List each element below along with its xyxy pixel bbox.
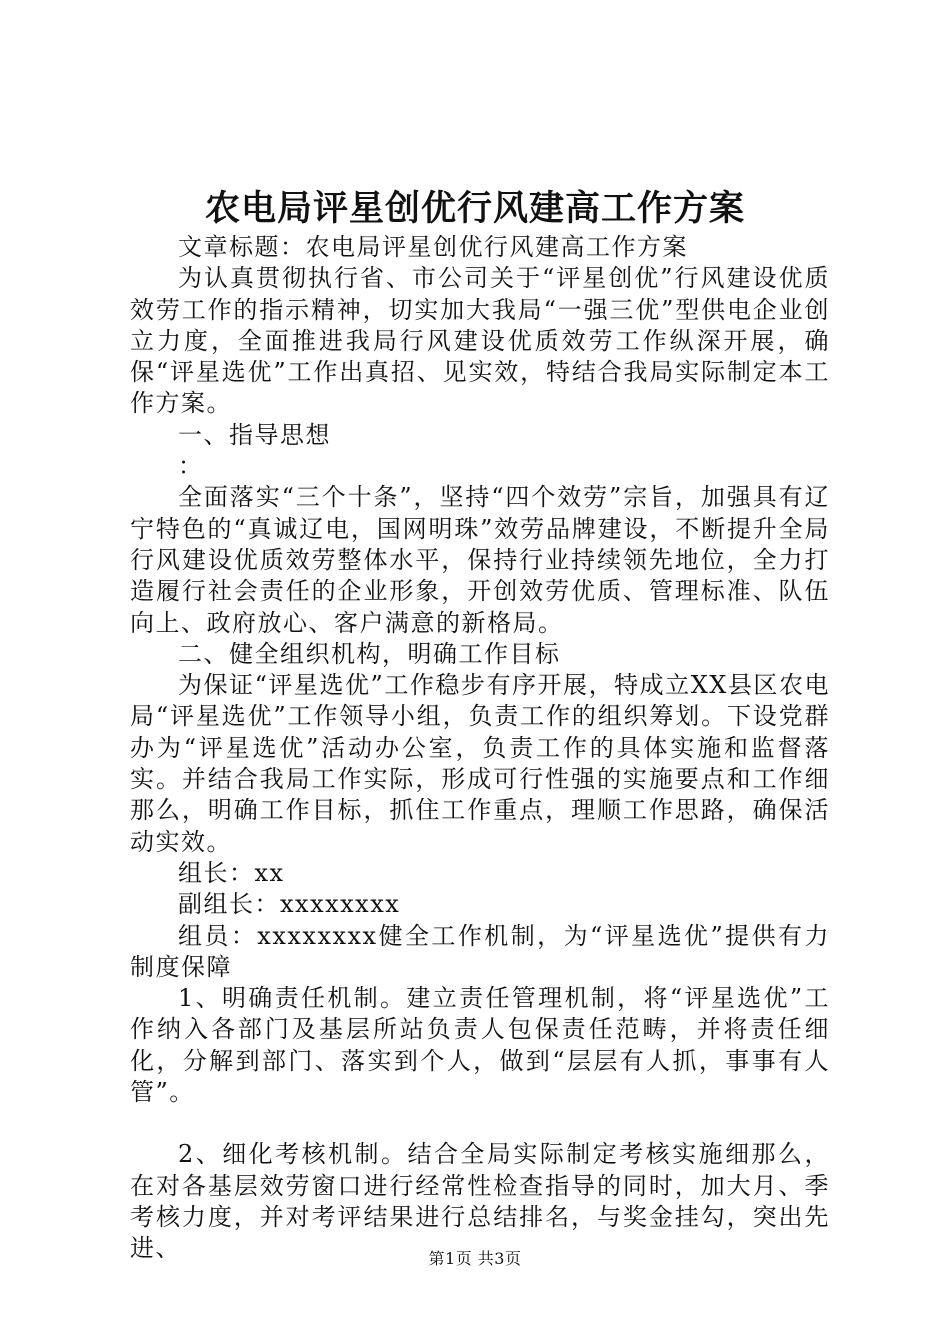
organization-paragraph: 为保证“评星选优”工作稳步有序开展，特成立XX县区农电局“评星选优”工作领导小组，负责工作的组织筹划。下设党群办为“评星选优”活动办公室，负责工作的具体实施和监督落实。并结合我局工作实际，形成可行性强的实施要点和工作细那么，明确工作目标，抓住工作重点，理顺工作思路，确保活动实效。 (130, 671, 830, 856)
assessment-mechanism-paragraph: 2、细化考核机制。结合全局实际制定考核实施细那么，在对各基层效劳窗口进行经常性检查指导的同时，加大月、季考核力度，并对考评结果进行总结排名，与奖金挂勾，突出先进、 (130, 1140, 830, 1263)
responsibility-mechanism-paragraph: 1、明确责任机制。建立责任管理机制，将“评星选优”工作纳入各部门及基层所站负责人包保责任范畴，并将责任细化，分解到部门、落实到个人，做到“层层有人抓，事事有人管”。 (130, 984, 830, 1107)
members-line: 组员：xxxxxxxx健全工作机制，为“评星选优”提供有力制度保障 (130, 921, 830, 981)
document-title: 农电局评星创优行风建高工作方案 (204, 188, 745, 229)
page-footer: 第1页 共3页 (428, 1249, 522, 1268)
intro-paragraph: 为认真贯彻执行省、市公司关于“评星创优”行风建设优质效劳工作的指示精神，切实加大我局“一强三优”型供电企业创立力度，全面推进我局行风建设优质效劳工作纵深开展，确保“评星选优”工作出真招、见实效，特结合我局实际制定本工作方案。 (130, 264, 830, 418)
team-leader-line: 组长：xx (178, 858, 285, 887)
colon-line: ： (178, 452, 204, 481)
article-title-line: 文章标题：农电局评星创优行风建高工作方案 (178, 233, 688, 261)
section-heading-guiding-ideology: 一、指导思想 (178, 420, 331, 449)
section-heading-organization: 二、健全组织机构，明确工作目标 (178, 639, 561, 668)
deputy-leader-line: 副组长：xxxxxxxx (178, 890, 401, 919)
guiding-ideology-paragraph: 全面落实“三个十条”，坚持“四个效劳”宗旨，加强具有辽宁特色的“真诚辽电，国网明珠”效劳品牌建设，不断提升全局行风建设优质效劳整体水平，保持行业持续领先地位，全力打造履行社会责任的企业形象，开创效劳优质、管理标准、队伍向上、政府放心、客户满意的新格局。 (130, 483, 830, 637)
document-body (130, 232, 830, 1265)
